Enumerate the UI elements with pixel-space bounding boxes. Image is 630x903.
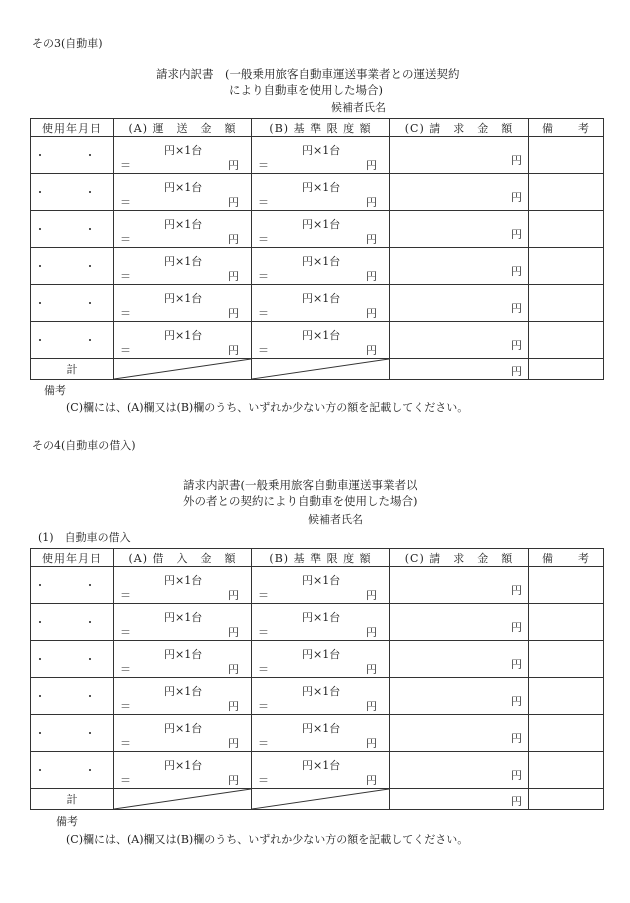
amount-a-cell[interactable] [114,211,252,248]
header-date: 使用年月日 [31,119,114,137]
limit-b-cell[interactable] [252,604,390,641]
yen-label: 円 [366,700,377,713]
yen-label: 円 [511,339,522,352]
section4-label: その4(自動車の借入) [32,439,136,452]
equals-sign: ＝ [258,774,269,787]
remarks-cell[interactable] [529,137,604,174]
header-limit-b: (B) 基 準 限 度 額 [252,119,390,137]
claim-c-cell[interactable] [390,641,529,678]
remarks-cell[interactable] [529,678,604,715]
yen-label: 円 [511,732,522,745]
yen-label: 円 [228,700,239,713]
total-limit-b-crossed [252,789,390,810]
equals-sign: ＝ [258,626,269,639]
date-cell[interactable]: ・ ・ [31,715,114,752]
equals-sign: ＝ [120,270,131,283]
equals-sign: ＝ [120,307,131,320]
remarks-cell[interactable] [529,285,604,322]
yen-label: 円 [366,589,377,602]
limit-b-cell[interactable] [252,567,390,604]
remarks-cell[interactable] [529,715,604,752]
header-row [31,119,604,137]
claim-c-cell[interactable] [390,322,529,359]
claim-c-cell[interactable] [390,715,529,752]
yen-label: 円 [228,270,239,283]
diagonal-strike [252,789,389,809]
claim-c-cell[interactable] [390,248,529,285]
section4-breakdown-table [30,548,604,810]
yen-label: 円 [366,307,377,320]
unit-label: 円×1台 [164,722,203,735]
amount-a-cell[interactable] [114,678,252,715]
limit-b-cell[interactable] [252,211,390,248]
equals-sign: ＝ [258,307,269,320]
equals-sign: ＝ [120,737,131,750]
unit-label: 円×1台 [302,611,341,624]
limit-b-cell[interactable] [252,137,390,174]
amount-a-cell[interactable] [114,604,252,641]
diagonal-strike [252,359,389,379]
section4-subsection-label: (1) 自動車の借入 [38,531,131,544]
unit-label: 円×1台 [302,181,341,194]
yen-label: 円 [511,621,522,634]
total-row [31,359,604,380]
total-amount-a-crossed [114,789,252,810]
claim-c-cell[interactable] [390,137,529,174]
table-row [31,248,604,285]
equals-sign: ＝ [120,589,131,602]
yen-label: 円 [366,774,377,787]
amount-a-cell[interactable] [114,715,252,752]
remarks-cell[interactable] [529,211,604,248]
total-row [31,789,604,810]
claim-c-cell[interactable] [390,174,529,211]
date-cell[interactable]: ・ ・ [31,211,114,248]
limit-b-cell[interactable] [252,322,390,359]
equals-sign: ＝ [258,663,269,676]
yen-label: 円 [228,233,239,246]
yen-label: 円 [511,795,522,808]
equals-sign: ＝ [258,270,269,283]
equals-sign: ＝ [120,344,131,357]
unit-label: 円×1台 [164,255,203,268]
unit-label: 円×1台 [302,329,341,342]
yen-label: 円 [511,584,522,597]
unit-label: 円×1台 [164,685,203,698]
table-row [31,567,604,604]
remarks-cell[interactable] [529,641,604,678]
date-cell[interactable]: ・ ・ [31,752,114,789]
remarks-cell[interactable] [529,567,604,604]
yen-label: 円 [366,270,377,283]
table-row [31,285,604,322]
equals-sign: ＝ [258,344,269,357]
yen-label: 円 [366,233,377,246]
yen-label: 円 [366,626,377,639]
section4-remarks-text: (C)欄には、(A)欄又は(B)欄のうち、いずれか少ない方の額を記載してください。 [66,833,469,846]
total-label: 計 [31,359,114,380]
header-claim-c: (C) 請 求 金 額 [390,549,529,567]
unit-label: 円×1台 [164,292,203,305]
equals-sign: ＝ [258,196,269,209]
limit-b-cell[interactable] [252,678,390,715]
table-row [31,678,604,715]
unit-label: 円×1台 [164,574,203,587]
section3-title-line2: により自動車を使用した場合) [229,83,383,97]
unit-label: 円×1台 [302,759,341,772]
yen-label: 円 [511,154,522,167]
date-cell[interactable]: ・ ・ [31,604,114,641]
date-cell[interactable]: ・ ・ [31,137,114,174]
equals-sign: ＝ [258,737,269,750]
unit-label: 円×1台 [302,722,341,735]
section4-candidate-name-label: 候補者氏名 [308,513,363,526]
amount-a-cell[interactable] [114,174,252,211]
header-amount-a: (A) 借 入 金 額 [114,549,252,567]
claim-c-cell[interactable] [390,752,529,789]
limit-b-cell[interactable] [252,285,390,322]
diagonal-strike [114,789,251,809]
amount-a-cell[interactable] [114,137,252,174]
unit-label: 円×1台 [164,181,203,194]
unit-label: 円×1台 [302,292,341,305]
date-cell[interactable]: ・ ・ [31,248,114,285]
date-cell[interactable]: ・ ・ [31,285,114,322]
remarks-cell[interactable] [529,248,604,285]
unit-label: 円×1台 [164,329,203,342]
unit-label: 円×1台 [302,144,341,157]
claim-c-cell[interactable] [390,678,529,715]
total-claim-c-cell[interactable] [390,359,529,380]
yen-label: 円 [511,191,522,204]
equals-sign: ＝ [120,233,131,246]
limit-b-cell[interactable] [252,174,390,211]
yen-label: 円 [366,737,377,750]
table-row [31,752,604,789]
date-cell[interactable]: ・ ・ [31,322,114,359]
table-row [31,174,604,211]
total-amount-a-crossed [114,359,252,380]
unit-label: 円×1台 [164,611,203,624]
equals-sign: ＝ [258,700,269,713]
section3-label: その3(自動車) [32,37,103,50]
claim-c-cell[interactable] [390,567,529,604]
equals-sign: ＝ [120,663,131,676]
section3-candidate-name-label: 候補者氏名 [331,101,386,114]
limit-b-cell[interactable] [252,248,390,285]
yen-label: 円 [511,365,522,378]
remarks-cell[interactable] [529,322,604,359]
yen-label: 円 [511,265,522,278]
claim-c-cell[interactable] [390,604,529,641]
total-label: 計 [31,789,114,810]
remarks-cell[interactable] [529,604,604,641]
amount-a-cell[interactable] [114,322,252,359]
equals-sign: ＝ [120,196,131,209]
yen-label: 円 [228,344,239,357]
date-cell[interactable]: ・ ・ [31,567,114,604]
limit-b-cell[interactable] [252,715,390,752]
date-cell[interactable]: ・ ・ [31,678,114,715]
unit-label: 円×1台 [302,685,341,698]
equals-sign: ＝ [120,700,131,713]
table-row [31,137,604,174]
unit-label: 円×1台 [302,574,341,587]
total-claim-c-cell[interactable] [390,789,529,810]
claim-c-cell[interactable] [390,285,529,322]
amount-a-cell[interactable] [114,285,252,322]
yen-label: 円 [228,196,239,209]
date-cell[interactable]: ・ ・ [31,641,114,678]
date-cell[interactable]: ・ ・ [31,174,114,211]
header-remarks: 備 考 [529,119,604,137]
amount-a-cell[interactable] [114,641,252,678]
unit-label: 円×1台 [302,255,341,268]
unit-label: 円×1台 [302,218,341,231]
unit-label: 円×1台 [302,648,341,661]
section4-title-line2: 外の者との契約により自動車を使用した場合) [183,494,418,508]
diagonal-strike [114,359,251,379]
header-limit-b: (B) 基 準 限 度 額 [252,549,390,567]
yen-label: 円 [228,626,239,639]
yen-label: 円 [228,774,239,787]
equals-sign: ＝ [120,159,131,172]
table-row [31,715,604,752]
yen-label: 円 [366,663,377,676]
section3-remarks-text: (C)欄には、(A)欄又は(B)欄のうち、いずれか少ない方の額を記載してください。 [66,401,469,414]
table-row [31,641,604,678]
limit-b-cell[interactable] [252,752,390,789]
unit-label: 円×1台 [164,759,203,772]
equals-sign: ＝ [258,589,269,602]
section4-title-line1: 請求内訳書(一般乗用旅客自動車運送事業者以 [183,478,418,492]
remarks-cell[interactable] [529,174,604,211]
equals-sign: ＝ [258,233,269,246]
yen-label: 円 [511,228,522,241]
amount-a-cell[interactable] [114,567,252,604]
unit-label: 円×1台 [164,144,203,157]
yen-label: 円 [511,302,522,315]
total-remarks-cell[interactable] [529,359,604,380]
equals-sign: ＝ [120,774,131,787]
yen-label: 円 [228,663,239,676]
table-row [31,322,604,359]
remarks-cell[interactable] [529,752,604,789]
header-amount-a: (A) 運 送 金 額 [114,119,252,137]
table-row [31,604,604,641]
yen-label: 円 [511,695,522,708]
header-claim-c: (C) 請 求 金 額 [390,119,529,137]
yen-label: 円 [228,159,239,172]
amount-a-cell[interactable] [114,248,252,285]
yen-label: 円 [228,307,239,320]
amount-a-cell[interactable] [114,752,252,789]
equals-sign: ＝ [258,159,269,172]
limit-b-cell[interactable] [252,641,390,678]
yen-label: 円 [366,159,377,172]
total-remarks-cell[interactable] [529,789,604,810]
section4-remarks-label: 備考 [56,815,78,828]
table-row [31,211,604,248]
section3-breakdown-table [30,118,604,380]
yen-label: 円 [511,769,522,782]
header-row [31,549,604,567]
claim-c-cell[interactable] [390,211,529,248]
unit-label: 円×1台 [164,648,203,661]
yen-label: 円 [366,344,377,357]
yen-label: 円 [366,196,377,209]
section3-remarks-label: 備考 [44,384,66,397]
yen-label: 円 [511,658,522,671]
unit-label: 円×1台 [164,218,203,231]
yen-label: 円 [228,589,239,602]
header-remarks: 備 考 [529,549,604,567]
yen-label: 円 [228,737,239,750]
equals-sign: ＝ [120,626,131,639]
total-limit-b-crossed [252,359,390,380]
header-date: 使用年月日 [31,549,114,567]
section3-title-line1: 請求内訳書 (一般乗用旅客自動車運送事業者との運送契約 [156,67,460,81]
